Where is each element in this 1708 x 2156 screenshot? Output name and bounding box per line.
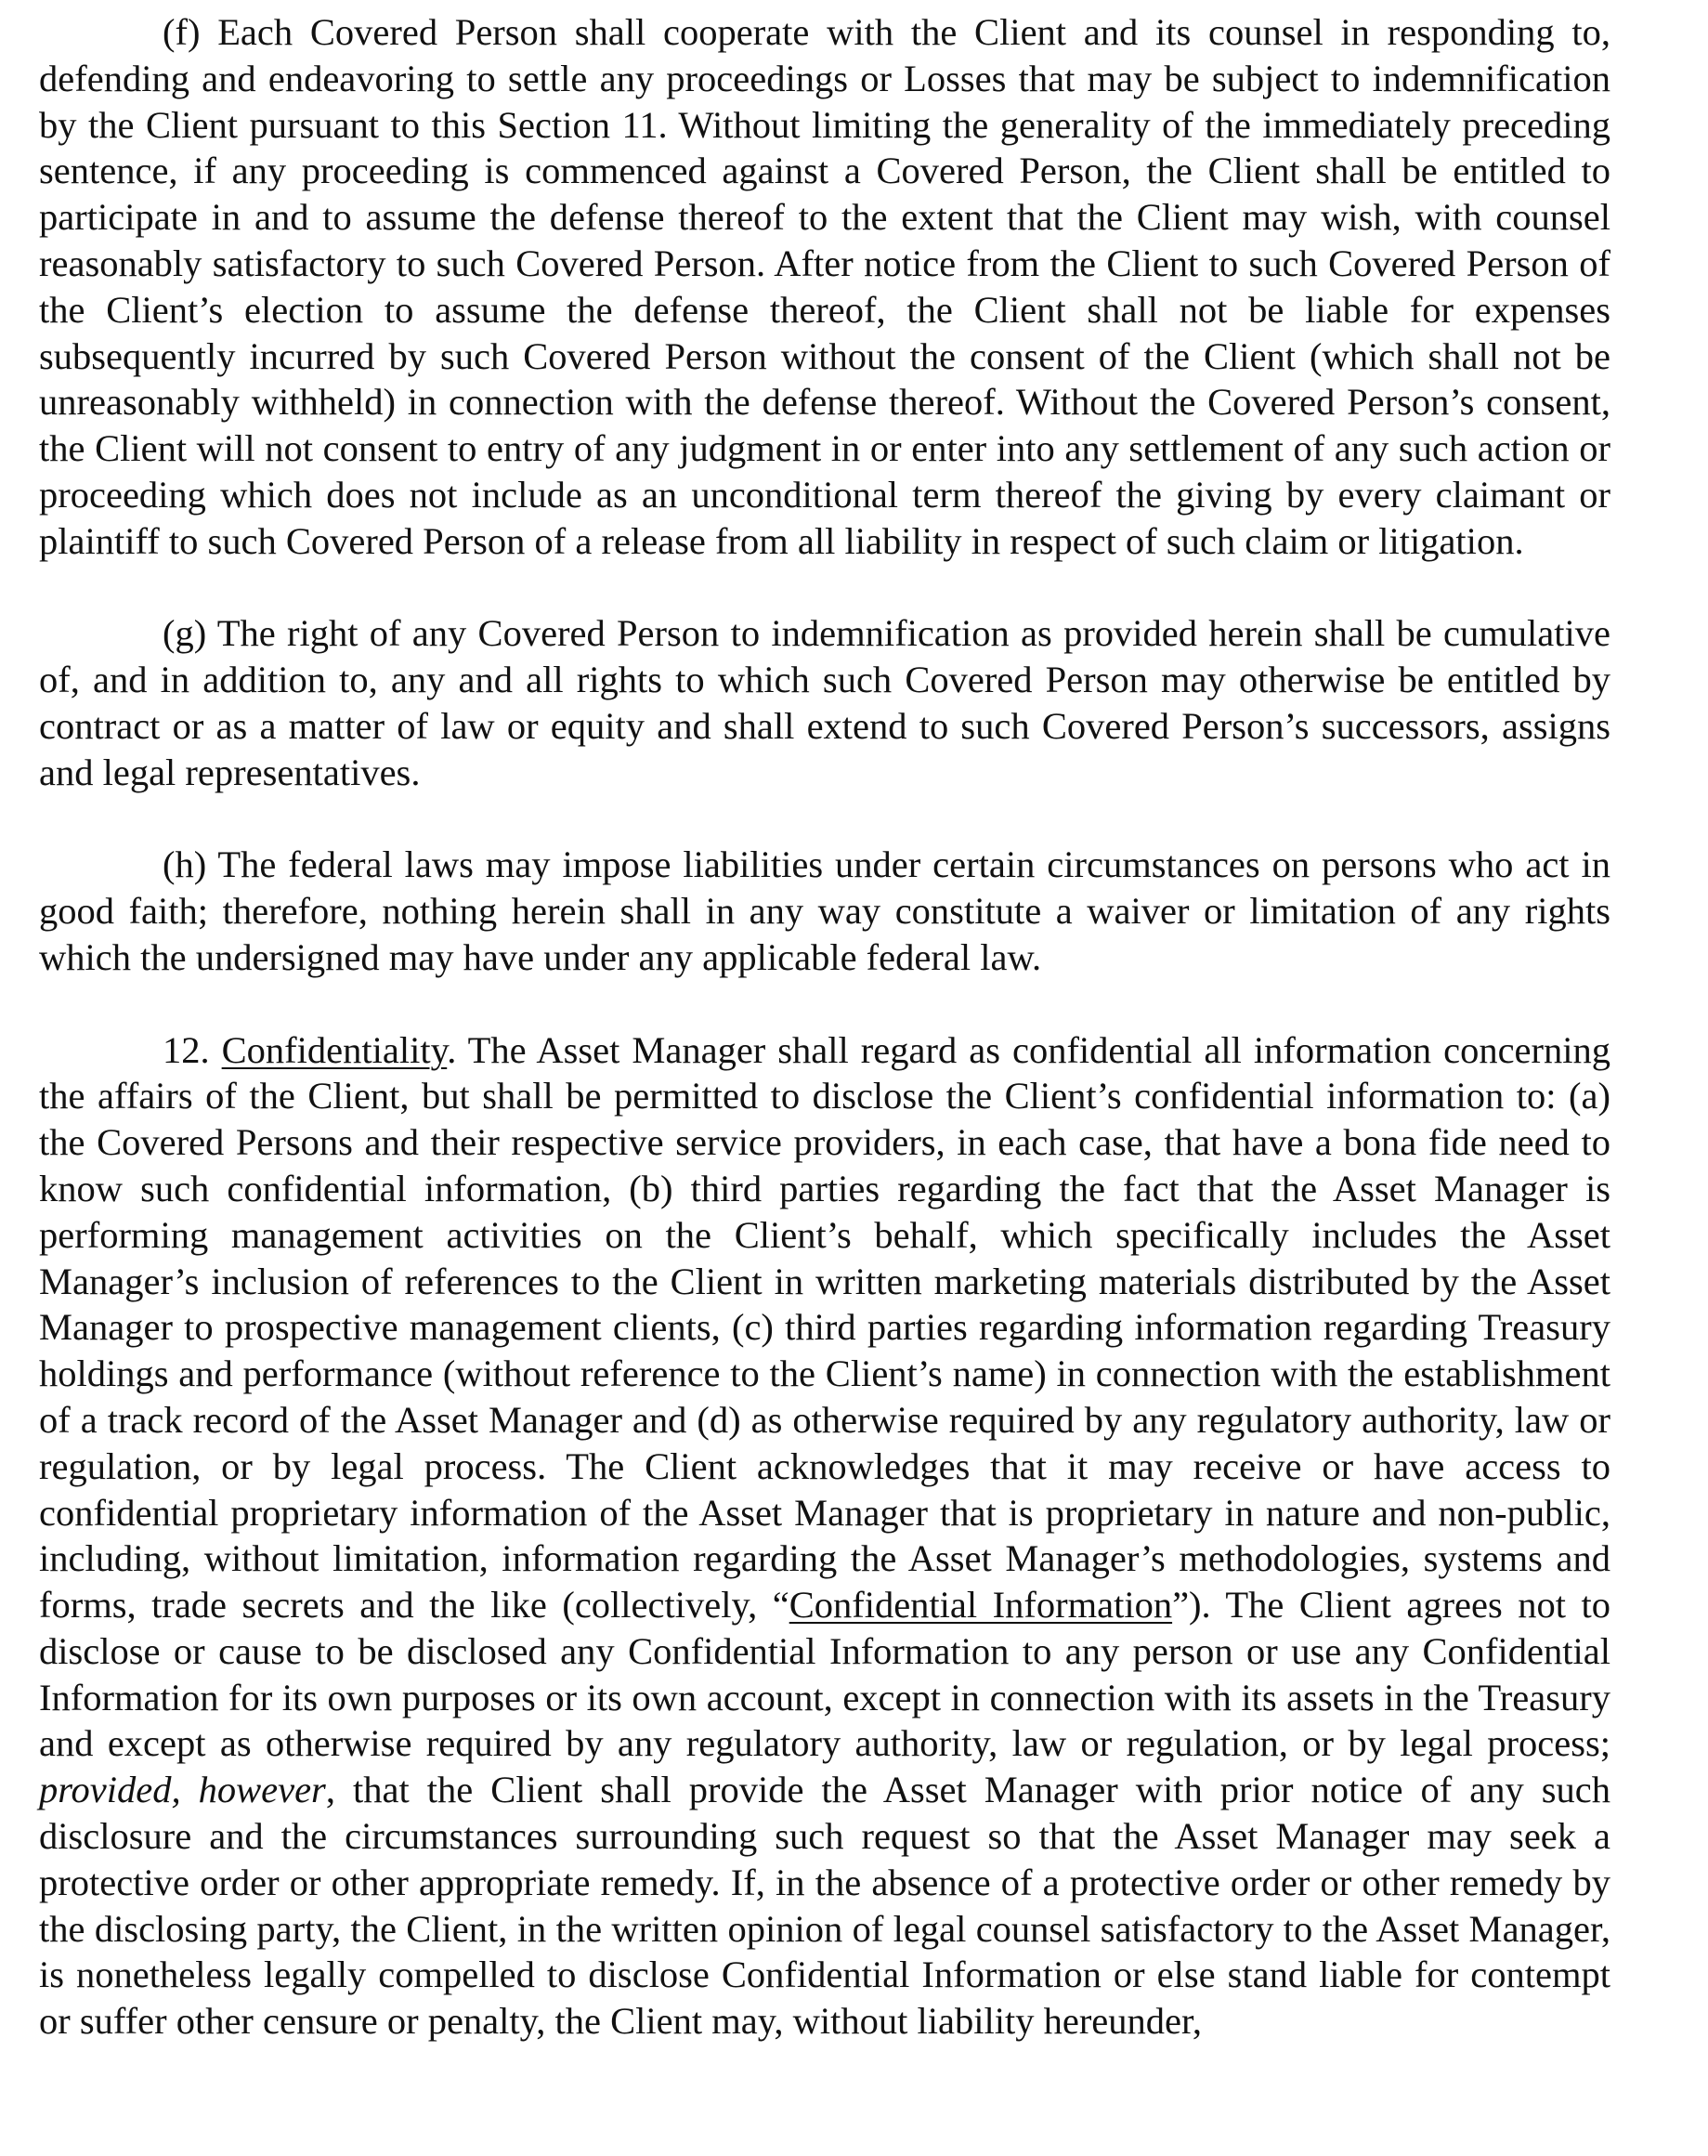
paragraph-f: (f) Each Covered Person shall cooperate with the Client and its counsel in responding to, defending and endeavoring to settle any proceedings or Losses that may be subject to indemnification by the Client pursuant to this Section 11. Without limiting the generality of the immediately preceding sentence, if any proceeding is commenced against a Covered Person, the Client shall be entitled to participate in and to assume the defense thereof to the extent that the Client may wish, with counsel reasonably satisfactory to such Covered Person. After notice from the Client to such Covered Person of the Client’s election to assume the defense thereof, the Client shall not be liable for expenses subsequently incurred by such Covered Person without the consent of the Client (which shall not be unreasonably withheld) in connection with the defense thereof. Without the Covered Person’s consent, the Client will not consent to entry of any judgment in or enter into any settlement of any such action or proceeding which does not include as an unconditional term thereof the giving by every claimant or plaintiff to such Covered Person of a release from all liability in respect of such claim or litigation. bbox=[39, 11, 1610, 562]
section-heading: Confidentiality bbox=[221, 1028, 448, 1071]
defined-term: Confidential Information bbox=[789, 1584, 1173, 1627]
paragraph-h: (h) The federal laws may impose liabilities under certain circumstances on persons who act in good faith; therefore, nothing herein shall in any way constitute a waiver or limitation of any rights which the undersigned may have under any applicable federal law. bbox=[39, 843, 1610, 978]
paragraph-g: (g) The right of any Covered Person to indemnification as provided herein shall be cumulative of, and in addition to, any and all rights to which such Covered Person may otherwise be entitled by contract or as a matter of law or equity and shall extend to such Covered Person’s successors, assigns and legal representatives. bbox=[39, 612, 1610, 793]
section-text-1: . The Asset Manager shall regard as confidential all information concerning the affairs of the Client, but shall be permitted to disclose the Client’s confidential information to: (a) the Covered Persons and their respective service providers, in each case, that have a bona fide need to know such confidential information, (b) third parties regarding the fact that the Asset Manager is performing management activities on the Client’s behalf, which specifically includes the Asset Manager’s inclusion of references to the Client in written marketing materials distributed by the Asset Manager to prospective management clients, (c) third parties regarding information regarding Treasury holdings and performance (without reference to the Client’s name) in connection with the establishment of a track record of the Asset Manager and (d) as otherwise required by any regulatory authority, law or regulation, or by legal process. The Client acknowledges that it may receive or have access to confidential proprietary information of the Asset Manager that is proprietary in nature and non-public, including, without limitation, information regarding the Asset Manager’s methodologies, systems and forms, trade secrets and the like (collectively, “ bbox=[39, 1028, 1611, 1627]
document-page bbox=[39, 9, 1610, 2091]
section-12-confidentiality bbox=[39, 1027, 1610, 2045]
section-number: 12. bbox=[163, 1028, 210, 1071]
section-text-3: , that the Client shall provide the Asset Manager with prior notice of any such disclosure and the circumstances surrounding such request so that the Asset Manager may seek a protective order or other appropriate remedy. If, in the absence of a protective order or other remedy by the disclosing party, the Client, in the written opinion of legal counsel satisfactory to the Asset Manager, is nonetheless legally compelled to disclose Confidential Information or else stand liable for contempt or suffer other censure or penalty, the Client may, without liability hereunder, bbox=[39, 1769, 1610, 2043]
proviso-italic: provided, however bbox=[39, 1769, 326, 1811]
section-text-2: ”). The Client agrees not to disclose or cause to be disclosed any Confidential Information to any person or use any Confidential Information for its own purposes or its own account, except in connection with its assets in the Treasury and except as otherwise required by any regulatory authority, law or regulation, or by legal process; bbox=[39, 1584, 1610, 1765]
